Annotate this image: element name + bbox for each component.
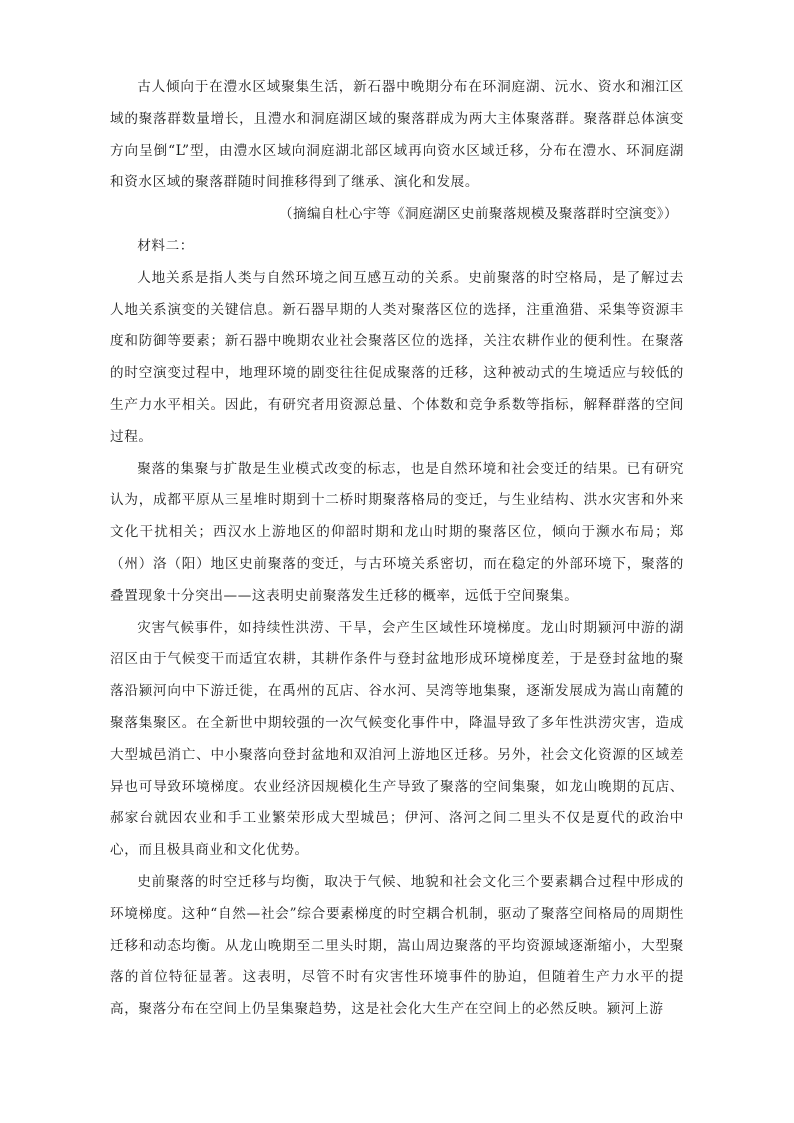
paragraph-human-land-relation: 人地关系是指人类与自然环境之间互感互动的关系。史前聚落的时空格局，是了解过去人地关系演变的关键信息。新石器早期的人类对聚落区位的选择，注重渔猎、采集等资源丰度和防御等要素；新石器中晚期农业社会聚落区位的选择，关注农耕作业的便利性。在聚落的时空演变过程中，地理环境的剧变往往促成聚落的迁移，这种被动式的生境适应与较低的生产力水平相关。因此，有研究者用资源总量、个体数和竞争系数等指标，解释群落的空间过程。 xyxy=(110,269,684,445)
paragraph-aggregation-diffusion: 聚落的集聚与扩散是生业模式改变的标志，也是自然环境和社会变迁的结果。已有研究认为，成都平原从三星堆时期到十二桥时期聚落格局的变迁，与生业结构、洪水灾害和外来文化干扰相关；西汉水上游地区的仰韶时期和龙山时期的聚落区位，倾向于濒水布局；郑（州）洛（阳）地区史前聚落的变迁，与古环境关系密切，而在稳定的外部环境下，聚落的叠置现象十分突出——这表明史前聚落发生迁移的概率，远低于空间聚集。 xyxy=(110,460,684,604)
material-two-label: 材料二： xyxy=(137,237,194,254)
paragraph-spatiotemporal-migration: 史前聚落的时空迁移与均衡，取决于气候、地貌和社会文化三个要素耦合过程中形成的环境梯度。这种“自然—社会”综合要素梯度的时空耦合机制，驱动了聚落空间格局的周期性迁移和动态均衡。从龙山晚期至二里头时期，嵩山周边聚落的平均资源域逐渐缩小，大型聚落的首位特征显著。这表明，尽管不时有灾害性环境事件的胁迫，但随着生产力水平的提高，聚落分布在空间上仍呈集聚趋势，这是社会化大生产在空间上的必然反映。颍河上游 xyxy=(110,873,684,1018)
paragraph-settlement-evolution: 古人倾向于在澧水区域聚集生活，新石器中晚期分布在环洞庭湖、沅水、资水和湘江区域的聚落群数量增长，且澧水和洞庭湖区域的聚落群成为两大主体聚落群。聚落群总体演变方向呈倒“L”型，由澧水区域向洞庭湖北部区域再向资水区域迁移，分布在澧水、环洞庭湖和资水区域的聚落群随时间推移得到了继承、演化和发展。 xyxy=(110,79,684,191)
paragraph-disaster-climate: 灾害气候事件，如持续性洪涝、干旱，会产生区域性环境梯度。龙山时期颍河中游的湖沼区由于气候变干而适宜农耕，其耕作条件与登封盆地形成环境梯度差，于是登封盆地的聚落沿颍河向中下游迁徙，在禹州的瓦店、谷水河、吴湾等地集聚，逐渐发展成为嵩山南麓的聚落集聚区。在全新世中期较强的一次气候变化事件中，降温导致了多年性洪涝灾害，造成大型城邑消亡、中小聚落向登封盆地和双洎河上游地区迁移。另外，社会文化资源的区域差异也可导致环境梯度。农业经济因规模化生产导致了聚落的空间集聚，如龙山晚期的瓦店、郝家台就因农业和手工业繁荣形成大型城邑；伊河、洛河之间二里头不仅是夏代的政治中心，而且极具商业和文化优势。 xyxy=(110,619,684,859)
source-citation: （摘编自杜心宇等《洞庭湖区史前聚落规模及聚落群时空演变》） xyxy=(278,206,678,223)
